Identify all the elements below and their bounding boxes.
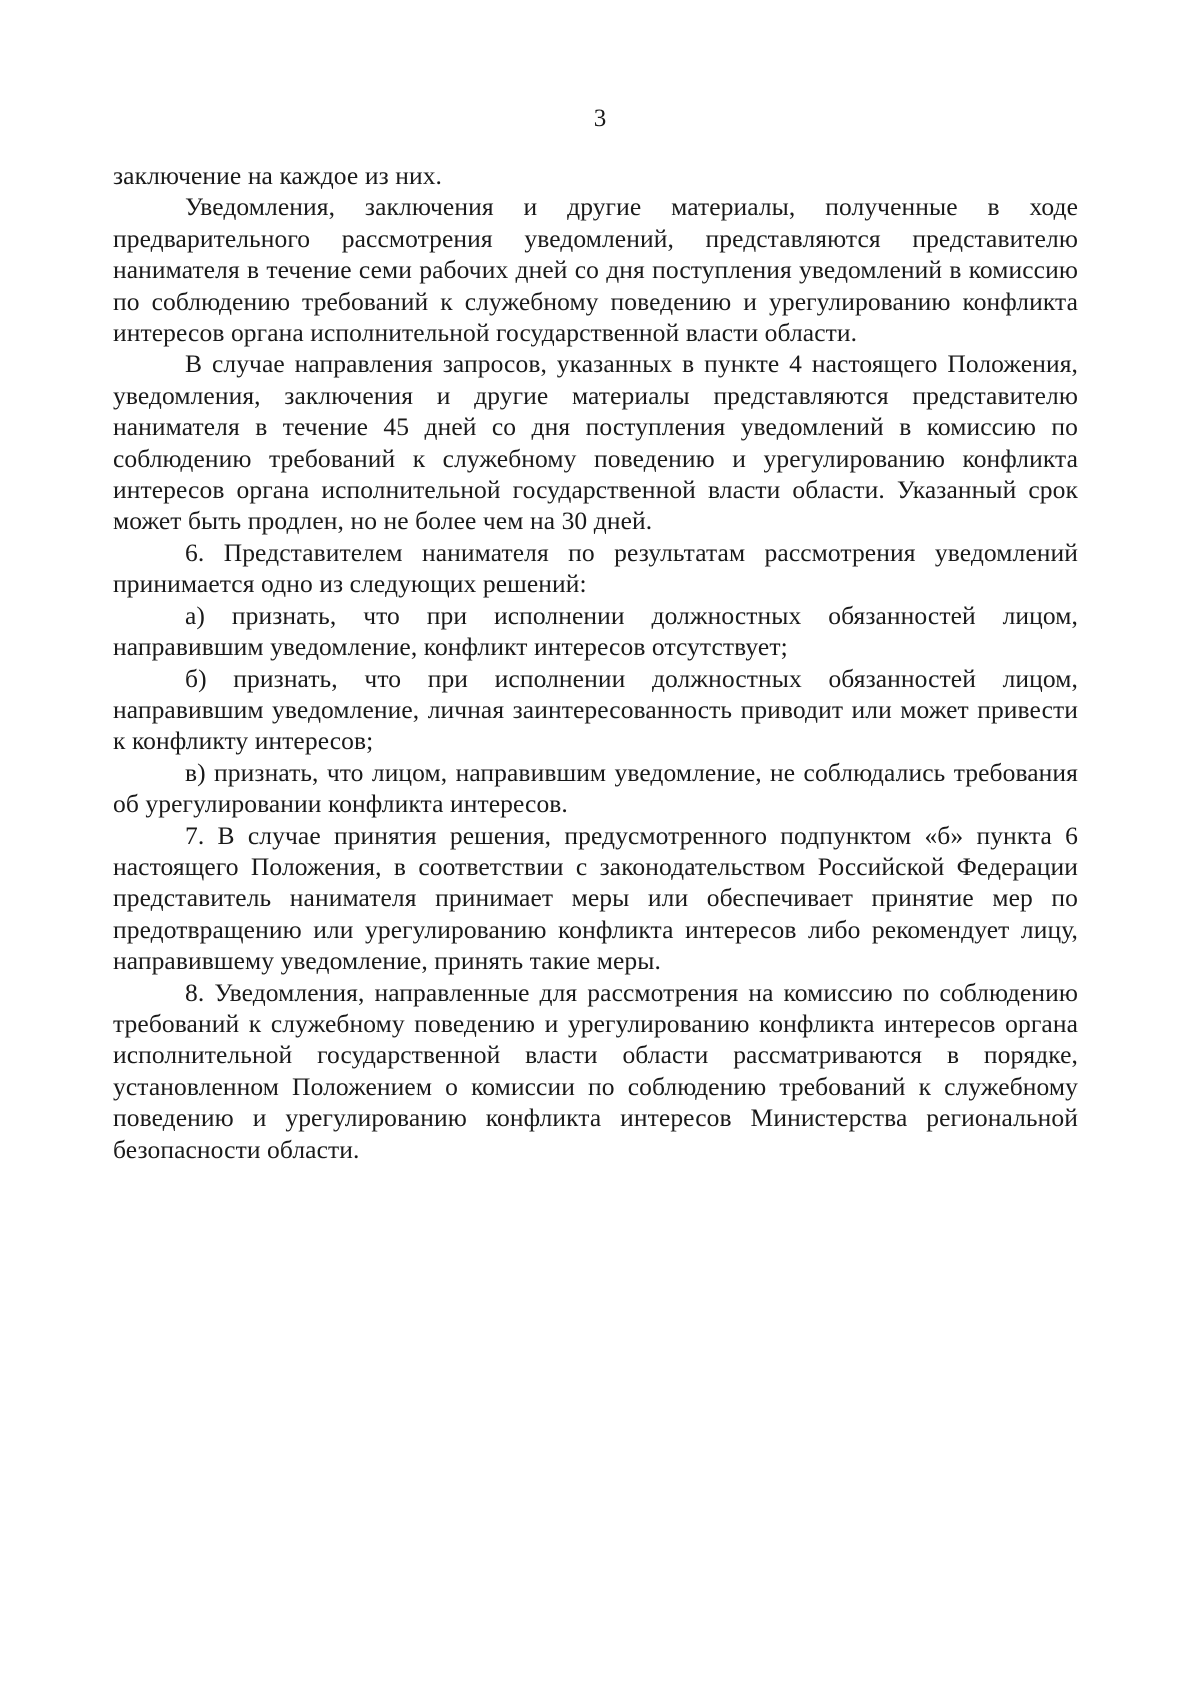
paragraph-continuation: заключение на каждое из них. [113,161,443,190]
paragraph-item-8: 8. Уведомления, направленные для рассмотрения на комиссию по соблюдению требований к служебному поведению и урегулированию конфликта интересов органа исполнительной государственной власти области рассматриваются в порядке, установленном Положением о комиссии по соблюдению требований к служебному поведению и урегулированию конфликта интересов Министерства региональной безопасности области. [113,977,1078,1164]
paragraph-item-7: 7. В случае принятия решения, предусмотренного подпунктом «б» пункта 6 настоящего Положения, в соответствии с законодательством Российской Федерации представитель нанимателя принимает меры или обеспечивает принятие мер по предотвращению или урегулированию конфликта интересов либо рекомендует лицу, направившему уведомление, принять такие меры. [113,820,1078,976]
paragraph-item-6v: в) признать, что лицом, направившим уведомление, не соблюдались требования об урегулировании конфликта интересов. [113,757,1078,819]
document-body [113,160,1078,1165]
paragraph-notifications-submission: Уведомления, заключения и другие материалы, полученные в ходе предварительного рассмотрения уведомлений, представляются представителю нанимателя в течение семи рабочих дней со дня поступления уведомлений в комиссию по соблюдению требований к служебному поведению и урегулированию конфликта интересов органа исполнительной государственной власти области. [113,192,1078,348]
page-number: 3 [593,105,607,132]
paragraph-item-6b: б) признать, что при исполнении должностных обязанностей лицом, направившим уведомление, личная заинтересованность приводит или может привести к конфликту интересов; [113,663,1078,756]
paragraph-requests-deadline: В случае направления запросов, указанных в пункте 4 настоящего Положения, уведомления, заключения и другие материалы представляются представителю нанимателя в течение 45 дней со дня поступления уведомлений в комиссию по соблюдению требований к служебному поведению и урегулированию конфликта интересов органа исполнительной государственной власти области. Указанный срок может быть продлен, но не более чем на 30 дней. [113,349,1078,536]
paragraph-item-6a: а) признать, что при исполнении должностных обязанностей лицом, направившим уведомление, конфликт интересов отсутствует; [113,600,1078,662]
paragraph-item-6: 6. Представителем нанимателя по результатам рассмотрения уведомлений принимается одно из следующих решений: [113,537,1078,599]
